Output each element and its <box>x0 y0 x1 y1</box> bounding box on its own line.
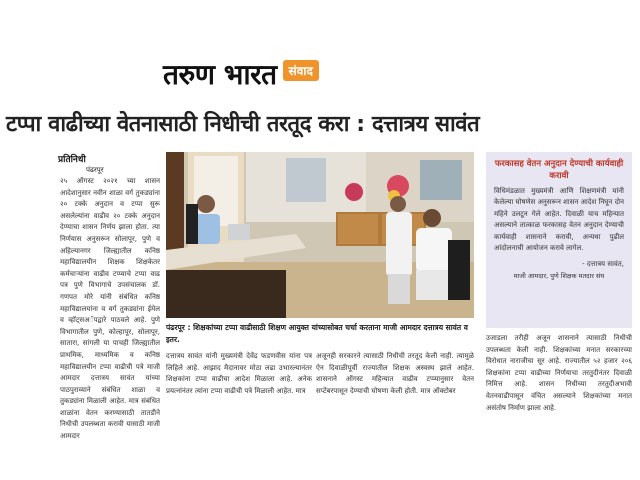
article-photo <box>166 152 474 318</box>
article-column-4: उजाडला तरीही अजून शासनाने त्यासाठी निधीची उपलब्धता केली नाही. शिक्षकांच्या मनात सरकारच्या विरोधात नाराजीचा सूर आहे. राज्यातील ५२ हजार २०६ शिक्षकांना टप्पा वाढीच्या निर्णयाचा तरतुदीनंतर दिवाळी निमित्त आहे. शासन निधीच्या तरतुदीअभावी वेतनवाढीपासून वंचित असल्याने शिक्षकांच्या मनात असंतोष निर्माण झाला आहे. <box>486 334 632 412</box>
article-column-1: २५ ऑगस्ट २०२१ च्या शासन आदेशानुसार नवीन शाळा वर्ग तुकड्यांना २० टक्के अनुदान व टप्पा सुरू असलेल्यांना वाढीव २० टक्के अनुदान देण्याचा शासन निर्णय झाला होता. त्या निर्णयास अनुसरून सोलापूर, पुणे व अहिल्यानगर जिल्ह्यातील कनिष्ठ महाविद्यालयीन शिक्षक शिक्षकेतर कर्मचाऱ्यांना वाढीव टप्प्याचे टप्पा वाढ पत्र पुणे विभागाचे उपसंचालक डॉ. गणपत मोरे यांनी संबंधित कनिष्ठ महाविद्यालयांना व वर्ग तुकड्यांना ईमेल व व्हॉट्सअॅपद्वारे पाठवले आहे. पुणे विभागातील पुणे, कोल्हापूर, सोलापूर, सातारा, सांगली या पाचही जिल्ह्यातील प्राथमिक, माध्यमिक व कनिष्ठ महाविद्यालयीन टप्पा वाढीची पत्रे माजी आमदार दत्तात्रय सावंत यांच्या पाठपुराव्याने संबंधित शाळा व तुकड्यांना मिळाली आहेत. मात्र संबंधित शाळांना वेतन करण्यासाठी तातडीने निधीची उपलब्धता करावी यासाठी माजी आमदार <box>60 177 160 441</box>
dateline-place: पंढरपूर <box>86 166 104 174</box>
quote-box-body: विधिमंडळात मुख्यमंत्री आणि शिक्षणमंत्री यांनी केलेल्या घोषणेस अनुसरून शासन आदेश निघून दोन महिने उलटून गेले आहेत. दिवाळी याच महिन्यात असल्याने तात्काळ फरकासह वेतन अनुदान देण्याची कार्यवाही शासनाने करावी, अन्यथा पुढील आंदोलनाची आयोजन करावे लागेल. <box>494 187 624 253</box>
newspaper-masthead <box>163 58 319 90</box>
article-headline: टप्पा वाढीच्या वेतनासाठी निधीची तरतूद करा : दत्तात्रय सावंत <box>6 112 480 137</box>
article-column-2: दत्तात्रय सावंत यांनी मुख्यमंत्री देवेंद्र फडणवीस यांना पत्र लिहिले आहे. आझाद मैदानावर मोठा लढा उभारल्यानंतर शिक्षकांना टप्पा वाढीचा आदेश मिळाला आहे. अनेक प्रयत्नांनंतर त्यांना टप्पा वाढीची पत्रे मिळाली आहेत. मात्र <box>166 352 312 395</box>
photo-caption: पंढरपूर : शिक्षकांच्या टप्पा वाढीसाठी शिक्षण आयुक्त यांच्यासोबत चर्चा करताना माजी आमदार दत्तात्रय सावंत व इतर. <box>166 323 468 344</box>
newspaper-name: तरुण भारत <box>163 58 277 91</box>
quote-box-title: फरकासह वेतन अनुदान देण्याची कार्यवाही करावी <box>494 159 624 181</box>
byline: प्रतिनिधी <box>58 155 86 165</box>
article-column-3: अजूनही सरकारने त्यासाठी निधीची तरतूद केली नाही. त्यामुळे ऐन दिवाळीपूर्वी राज्यातील शिक्षक अस्वस्थ झाले आहेत. शासनाने ऑगस्ट महिन्यात वाढीव टप्प्यानुसार वेतन सप्टेंबरपासून देण्याची घोषणा केली होती. मात्र ऑक्टोबर <box>316 352 474 395</box>
quote-box <box>486 152 632 328</box>
masthead-tag: संवाद <box>283 60 319 81</box>
quote-box-signature-role: माजी आमदार, पुणे शिक्षक मतदार संघ <box>513 272 605 281</box>
quote-box-signature: - दत्तात्रय सावंत, <box>582 260 624 269</box>
